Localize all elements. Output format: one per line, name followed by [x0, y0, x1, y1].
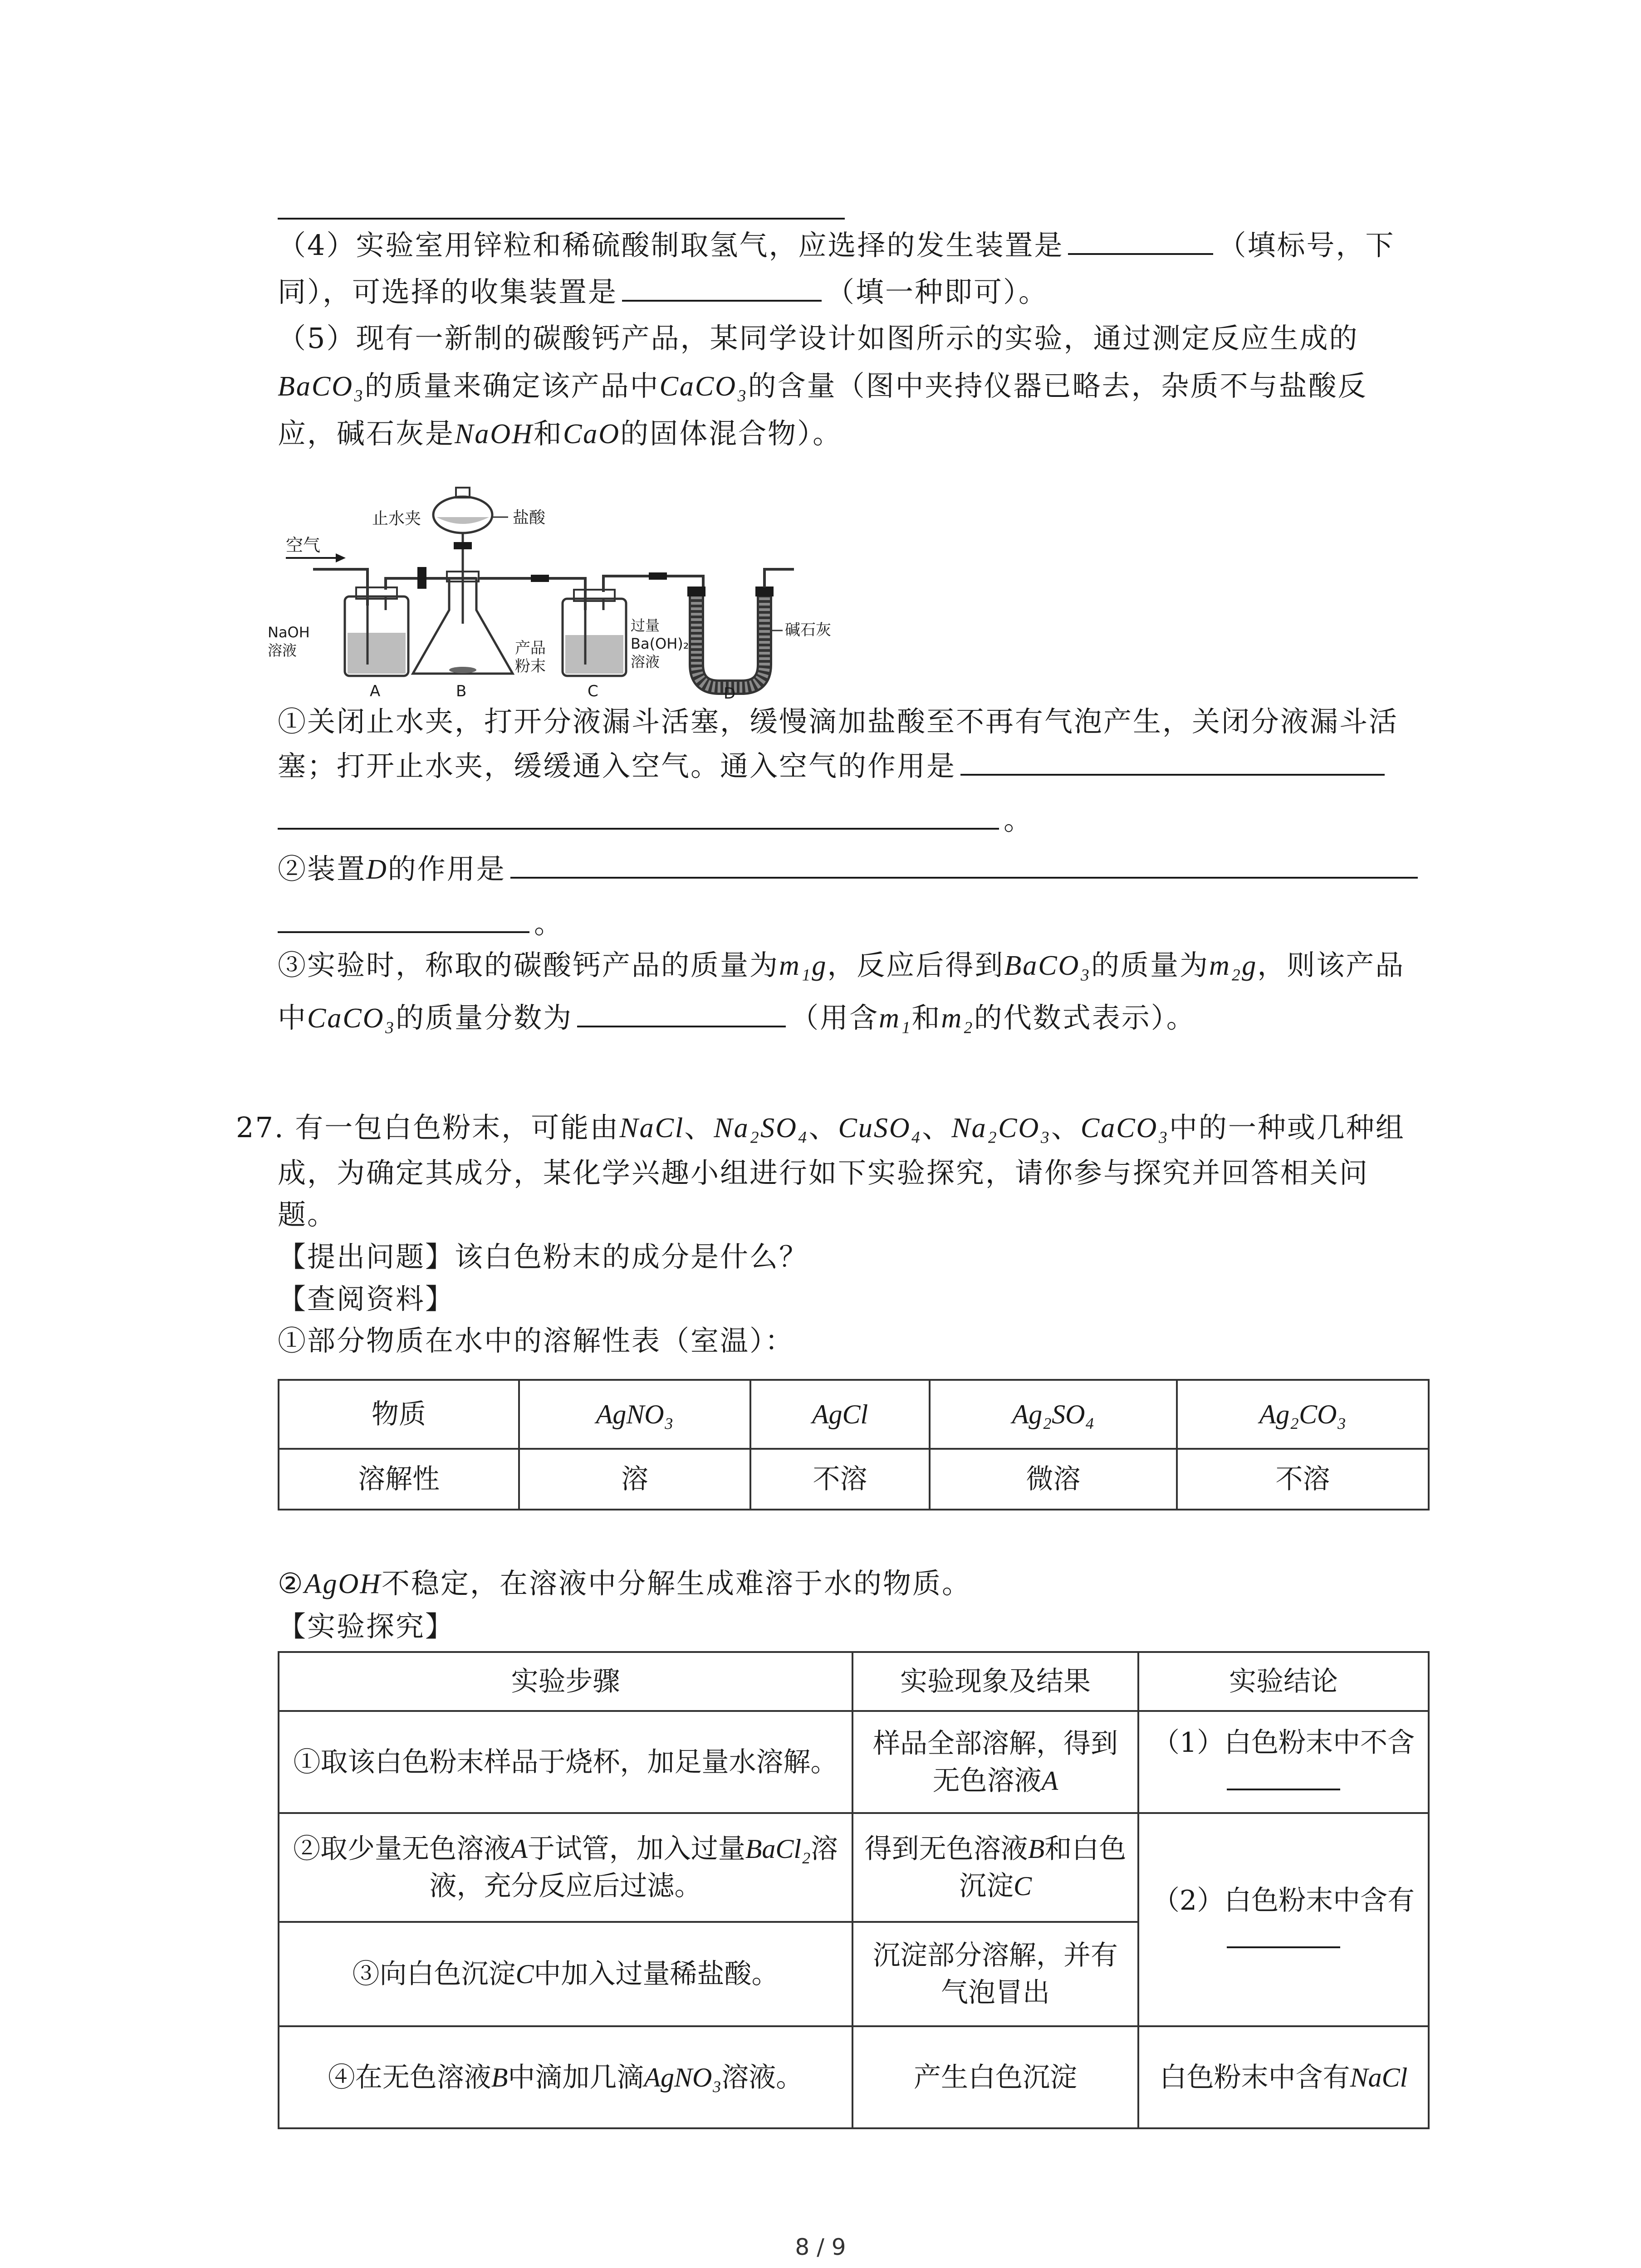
q4-line1-tail: （填标号，下 — [1218, 229, 1395, 262]
solubility-table — [278, 1379, 1430, 1510]
q27-note — [278, 1563, 971, 1605]
formula-na2co3: Na₂CO₃ — [951, 1113, 1051, 1144]
connector-b-c — [531, 575, 549, 582]
tube-b-c — [479, 578, 585, 610]
label-soda-lime: 碱石灰 — [785, 621, 831, 639]
q5-sub3-l2-c: （用含 — [790, 1001, 879, 1034]
connector-c-d — [649, 572, 667, 580]
formula-caco3: CaCO₃ — [659, 371, 748, 402]
result1-text: 样品全部溶解，得到无色溶液 — [873, 1727, 1118, 1797]
q4-line1-text: （4）实验室用锌粒和稀硫酸制取氢气，应选择的发生装置是 — [278, 229, 1064, 262]
formula-agoh: AgOH — [304, 1569, 382, 1599]
precipitate-c-2: C — [515, 1959, 534, 1989]
formula-cao: CaO — [563, 419, 621, 450]
q5-sub3-line2 — [278, 997, 1196, 1039]
label-c: C — [588, 682, 598, 700]
bottle-c — [563, 590, 626, 676]
q27-line1 — [236, 1107, 1405, 1149]
q5-sub2-b: 的作用是 — [387, 852, 506, 885]
label-product: 产品 — [515, 639, 546, 657]
q5-blank-air-purpose[interactable] — [960, 747, 1385, 776]
q5-blank-air-purpose-cont[interactable] — [278, 801, 999, 830]
concl1-blank[interactable] — [1227, 1761, 1340, 1790]
table-cell: 微溶 — [930, 1449, 1177, 1510]
q5-line3-b: 和 — [533, 417, 563, 450]
q27-line1-a: 27. 有一包白色粉末，可能由 — [236, 1111, 620, 1144]
q27-note-a: ② — [278, 1567, 304, 1600]
q5-sub2-line2 — [278, 903, 563, 944]
solution-a: A — [1041, 1765, 1058, 1796]
air-arrow-head — [336, 553, 346, 562]
q5-sub3-a: ③实验时，称取的碳酸钙产品的质量为 — [278, 948, 779, 982]
result2-a: 得到无色溶液 — [864, 1833, 1028, 1865]
result2-b: 和白色沉淀 — [959, 1833, 1127, 1902]
step4-a: ④在无色溶液 — [328, 2061, 491, 2093]
table-row — [279, 1652, 1429, 1711]
q5-line3-a: 应，碱石灰是 — [278, 417, 455, 450]
formula-nacl-2: NaCl — [1350, 2062, 1408, 2092]
q5-line2-tail: 的含量（图中夹持仪器已略去，杂质不与盐酸反 — [748, 369, 1367, 402]
concl1-text: （1）白色粉末中不含 — [1152, 1727, 1415, 1759]
step4-c: 溶液。 — [721, 2061, 803, 2093]
label-excess: 过量 — [631, 617, 660, 634]
q5-sub3-b: ，反应后得到 — [827, 948, 1004, 982]
q27-table-intro-text: ①部分物质在水中的溶解性表（室温）： — [278, 1324, 795, 1357]
table-row — [279, 1449, 1429, 1510]
q27-line1-b: 中的一种或几种组 — [1169, 1111, 1405, 1144]
separatory-funnel — [433, 488, 492, 624]
device-d: D — [366, 854, 388, 885]
q4-blank-collector[interactable] — [622, 273, 822, 302]
q5-line3-c: 的固体混合物）。 — [620, 417, 843, 450]
q5-sub1-line3 — [278, 799, 1033, 841]
q4-line2 — [278, 271, 1048, 313]
page-number: 8 / 9 — [795, 2234, 846, 2260]
symbol-m2: m₂ — [941, 1003, 974, 1034]
formula-na2so4: Na₂SO₄ — [714, 1113, 809, 1144]
table-cell: 沉淀部分溶解，并有气泡冒出 — [852, 1922, 1138, 2026]
q5-sub1-line1-text: ①关闭止水夹，打开分液漏斗活塞，缓慢滴加盐酸至不再有气泡产生，关闭分液漏斗活 — [278, 705, 1399, 738]
formula-baco3: BaCO₃ — [278, 371, 365, 402]
q27-question — [278, 1236, 808, 1278]
q5-sub3-l2-a: 中 — [278, 1001, 308, 1034]
experiment-table — [278, 1651, 1430, 2129]
table-cell — [1138, 2026, 1429, 2128]
solution-b-2: B — [491, 2062, 508, 2092]
q27-explore-text: 【实验探究】 — [278, 1610, 455, 1643]
q5-sub3-d: ，则该产品 — [1257, 948, 1405, 982]
q27-table-intro — [278, 1320, 794, 1362]
table-header-cell: 实验步骤 — [279, 1652, 852, 1711]
q5-sub3-c: 的质量为 — [1091, 948, 1209, 982]
step3-a: ③向白色沉淀 — [352, 1958, 516, 1990]
label-powder: 粉末 — [515, 657, 546, 675]
table-row — [279, 1380, 1429, 1449]
q27-question-text: 【提出问题】该白色粉末的成分是什么？ — [278, 1240, 809, 1273]
table-cell — [852, 1711, 1138, 1813]
q5-sub2-a: ②装置 — [278, 852, 367, 885]
q5-sub3-l2-d: 的代数式表示）。 — [974, 1001, 1196, 1034]
q5-sub2-end: 。 — [534, 907, 564, 940]
formula-agcl: AgCl — [812, 1399, 868, 1429]
label-a: A — [370, 682, 381, 700]
table-header-cell: 物质 — [279, 1380, 519, 1449]
formula-naoh: NaOH — [455, 419, 534, 450]
table-cell: ①取该白色粉末样品于烧杯，加足量水溶解。 — [279, 1711, 852, 1813]
table-cell — [1138, 1711, 1429, 1813]
q27-line3 — [278, 1194, 337, 1236]
label-air: 空气 — [286, 535, 321, 555]
solution-a-2: A — [511, 1834, 528, 1864]
formula-cuso4: CuSO₄ — [838, 1113, 922, 1144]
q5-sub3-l2-b: 的质量分数为 — [396, 1001, 573, 1034]
formula-ag2so4: Ag₂SO₄ — [1012, 1399, 1095, 1429]
sep-2: 、 — [808, 1111, 838, 1144]
label-d: D — [724, 684, 736, 703]
q27-line2 — [278, 1152, 1369, 1194]
table-cell: 溶 — [519, 1449, 750, 1510]
q4-blank-generator[interactable] — [1068, 226, 1213, 255]
table-cell: 不溶 — [750, 1449, 930, 1510]
q5-line2-mid: 的质量来确定该产品中 — [364, 369, 660, 402]
q5-blank-mass-fraction[interactable] — [577, 998, 786, 1027]
q4-line2-tail: （填一种即可）。 — [826, 275, 1048, 308]
q5-sub3-line1 — [278, 944, 1405, 987]
symbol-m1g: m₁g — [779, 950, 828, 981]
q27-explore — [278, 1606, 455, 1647]
formula-nacl: NaCl — [619, 1113, 685, 1144]
q27-consult-text: 【查阅资料】 — [278, 1282, 455, 1315]
step4-b: 中滴加几滴 — [508, 2061, 644, 2093]
table-cell — [279, 1922, 852, 2026]
precipitate-c: C — [1013, 1871, 1032, 1901]
label-b: B — [456, 682, 467, 700]
q5-line2 — [278, 365, 1367, 407]
sep-1: 、 — [684, 1111, 714, 1144]
q27-note-b: 不稳定，在溶液中分解生成难溶于水的物质。 — [382, 1567, 972, 1600]
q5-sub2-line1 — [278, 848, 1422, 890]
formula-agno3-2: AgNO₃ — [644, 2062, 722, 2092]
q4-line1 — [278, 225, 1395, 266]
label-naoh-solution: 溶液 — [268, 642, 297, 659]
step3-b: 中加入过量稀盐酸。 — [534, 1958, 779, 1990]
table-header-cell: 实验现象及结果 — [852, 1652, 1138, 1711]
formula-caco3-3: CaCO₃ — [1080, 1113, 1169, 1144]
step2-b: 于试管，加入过量 — [527, 1833, 745, 1865]
table-cell — [1138, 1813, 1429, 2026]
symbol-m2g: m₂g — [1209, 950, 1258, 981]
table-row — [279, 1711, 1429, 1813]
u-tube-d — [687, 587, 774, 687]
table-row — [279, 2026, 1429, 2128]
table-cell — [279, 1813, 852, 1922]
q5-sub1-line2 — [278, 745, 1389, 787]
concl2-text: （2）白色粉末中含有 — [1152, 1884, 1415, 1916]
top-answer-line — [278, 218, 845, 220]
formula-agno3: AgNO₃ — [596, 1399, 674, 1429]
q5-sub1-line2-text: 塞；打开止水夹，缓缓通入空气。通入空气的作用是 — [278, 749, 956, 782]
bottle-a — [345, 587, 408, 676]
table-header-cell — [1177, 1380, 1429, 1449]
table-header-cell — [930, 1380, 1177, 1449]
tube-outlet — [764, 569, 794, 587]
sep-3: 、 — [922, 1111, 952, 1144]
q5-line1-text: （5）现有一新制的碳酸钙产品，某同学设计如图所示的实验，通过测定反应生成的 — [278, 322, 1359, 355]
q27-line3-text: 题。 — [278, 1198, 337, 1231]
table-cell: 产生白色沉淀 — [852, 2026, 1138, 2128]
label-naoh: NaOH — [268, 624, 310, 641]
step2-c: 溶液，充分反应后过滤。 — [429, 1833, 838, 1902]
q27-consult — [278, 1278, 455, 1320]
q5-line3 — [278, 413, 842, 455]
table-header-cell — [750, 1380, 930, 1449]
solution-b: B — [1028, 1834, 1045, 1864]
table-cell — [279, 2026, 852, 2128]
concl4-text: 白色粉末中含有 — [1159, 2061, 1350, 2093]
symbol-m1: m₁ — [879, 1003, 912, 1034]
label-baoh2: Ba(OH)₂ — [631, 635, 689, 652]
table-cell — [852, 1813, 1138, 1922]
sep-4: 、 — [1051, 1111, 1081, 1144]
q5-sub1-end: 。 — [1004, 803, 1034, 836]
table-header-cell — [519, 1380, 750, 1449]
q5-sub3-l2-and: 和 — [911, 1001, 941, 1034]
q5-blank-d-purpose[interactable] — [510, 850, 1418, 879]
clamp-icon — [417, 567, 426, 589]
table-cell: 溶解性 — [279, 1449, 519, 1510]
step2-a: ②取少量无色溶液 — [293, 1833, 511, 1865]
formula-caco3-2: CaCO₃ — [307, 1003, 396, 1034]
concl2-blank[interactable] — [1227, 1919, 1340, 1948]
table-row — [279, 1813, 1429, 1922]
q27-line2-text: 成，为确定其成分，某化学兴趣小组进行如下实验探究，请你参与探究并回答相关问 — [278, 1156, 1369, 1189]
label-baoh2-solution: 溶液 — [631, 653, 660, 670]
label-acid: 盐酸 — [513, 508, 546, 527]
formula-baco3-2: BaCO₃ — [1004, 950, 1091, 981]
label-clamp: 止水夹 — [372, 509, 421, 528]
q4-line2-text: 同），可选择的收集装置是 — [278, 275, 618, 308]
table-cell: 不溶 — [1177, 1449, 1429, 1510]
apparatus-diagram — [268, 474, 831, 703]
q5-blank-d-purpose-cont[interactable] — [278, 904, 529, 933]
q5-line1 — [278, 318, 1358, 359]
table-header-cell: 实验结论 — [1138, 1652, 1429, 1711]
q5-sub1-line1 — [278, 701, 1398, 743]
formula-bacl2: BaCl₂ — [745, 1834, 811, 1864]
formula-ag2co3: Ag₂CO₃ — [1259, 1399, 1347, 1429]
